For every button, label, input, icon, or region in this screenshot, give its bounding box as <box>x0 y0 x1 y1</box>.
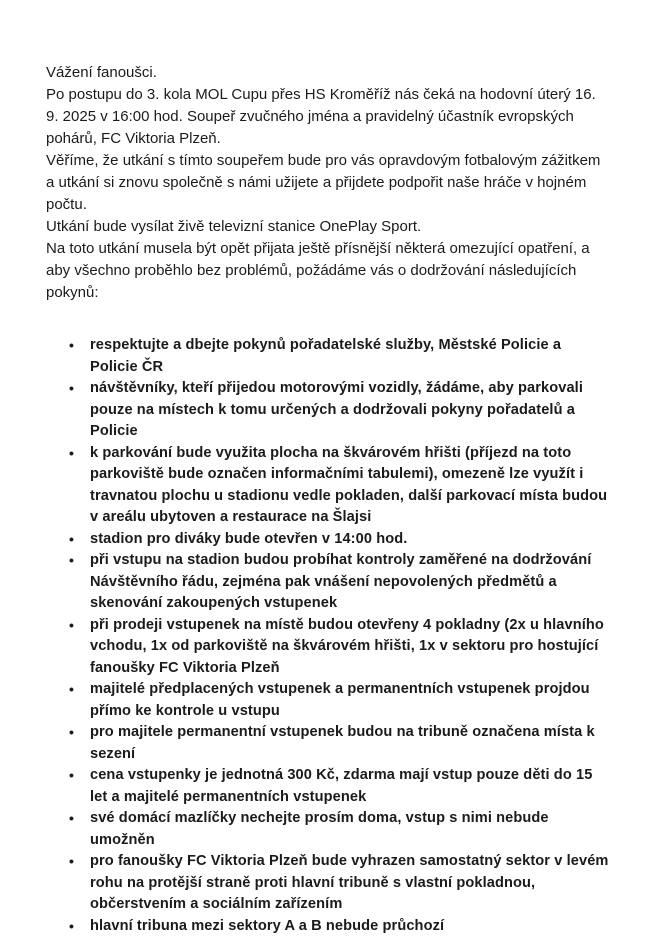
intro-paragraph: Na toto utkání musela být opět přijata ještě přísnější některá omezující opatření, a aby všechno proběhlo bez problémů, požádáme vás o dodržování následujících pokynů: <box>46 238 610 304</box>
list-item: • majitelé předplacených vstupenek a permanentních vstupenek projdou přímo ke kontrole u vstupu <box>90 679 610 722</box>
instructions-list <box>46 335 610 937</box>
list-item: • k parkování bude využita plocha na škvárovém hřišti (příjezd na toto parkoviště bude označen informačními tabulemi), omezeně lze využít i travnatou plochu u stadionu vedle pokladen, další parkovací místa budou v areálu ubytoven a restaurace na Šlajsi <box>90 443 610 529</box>
list-item: • návštěvníky, kteří přijedou motorovými vozidly, žádáme, aby parkovali pouze na místech k tomu určených a dodržovali pokyny pořadatelů a Policie <box>90 378 610 443</box>
intro-text-block <box>46 62 610 304</box>
list-item: • respektujte a dbejte pokynů pořadatelské služby, Městské Policie a Policie ČR <box>90 335 610 378</box>
list-item: • stadion pro diváky bude otevřen v 14:00 hod. <box>90 529 610 551</box>
intro-paragraph: Utkání bude vysílat živě televizní stanice OnePlay Sport. <box>46 216 610 238</box>
salutation: Vážení fanoušci. <box>46 62 610 84</box>
intro-paragraph: Po postupu do 3. kola MOL Cupu přes HS Kroměříž nás čeká na hodovní úterý 16. 9. 2025 v 16:00 hod. Soupeř zvučného jména a pravidelný účastník evropských pohárů, FC Viktoria Plzeň. <box>46 84 610 150</box>
list-item: • pro majitele permanentní vstupenek budou na tribuně označena místa k sezení <box>90 722 610 765</box>
list-item: • cena vstupenky je jednotná 300 Kč, zdarma mají vstup pouze děti do 15 let a majitelé permanentních vstupenek <box>90 765 610 808</box>
list-item: • při vstupu na stadion budou probíhat kontroly zaměřené na dodržování Návštěvního řádu, zejména pak vnášení nepovolených předmětů a skenování zakoupených vstupenek <box>90 550 610 615</box>
intro-paragraph: Věříme, že utkání s tímto soupeřem bude pro vás opravdovým fotbalovým zážitkem a utkání si znovu společně s námi užijete a přijdete podpořit naše hráče v hojném počtu. <box>46 150 610 216</box>
list-item: • hlavní tribuna mezi sektory A a B nebude průchozí <box>90 916 610 937</box>
list-item: • pro fanoušky FC Viktoria Plzeň bude vyhrazen samostatný sektor v levém rohu na protější straně proti hlavní tribuně s vlastní pokladnou, občerstvením a sociálním zařízením <box>90 851 610 916</box>
list-item: • při prodeji vstupenek na místě budou otevřeny 4 pokladny (2x u hlavního vchodu, 1x od parkoviště na škvárovém hřišti, 1x v sektoru pro hostující fanoušky FC Viktoria Plzeň <box>90 615 610 680</box>
list-item: • své domácí mazlíčky nechejte prosím doma, vstup s nimi nebude umožněn <box>90 808 610 851</box>
